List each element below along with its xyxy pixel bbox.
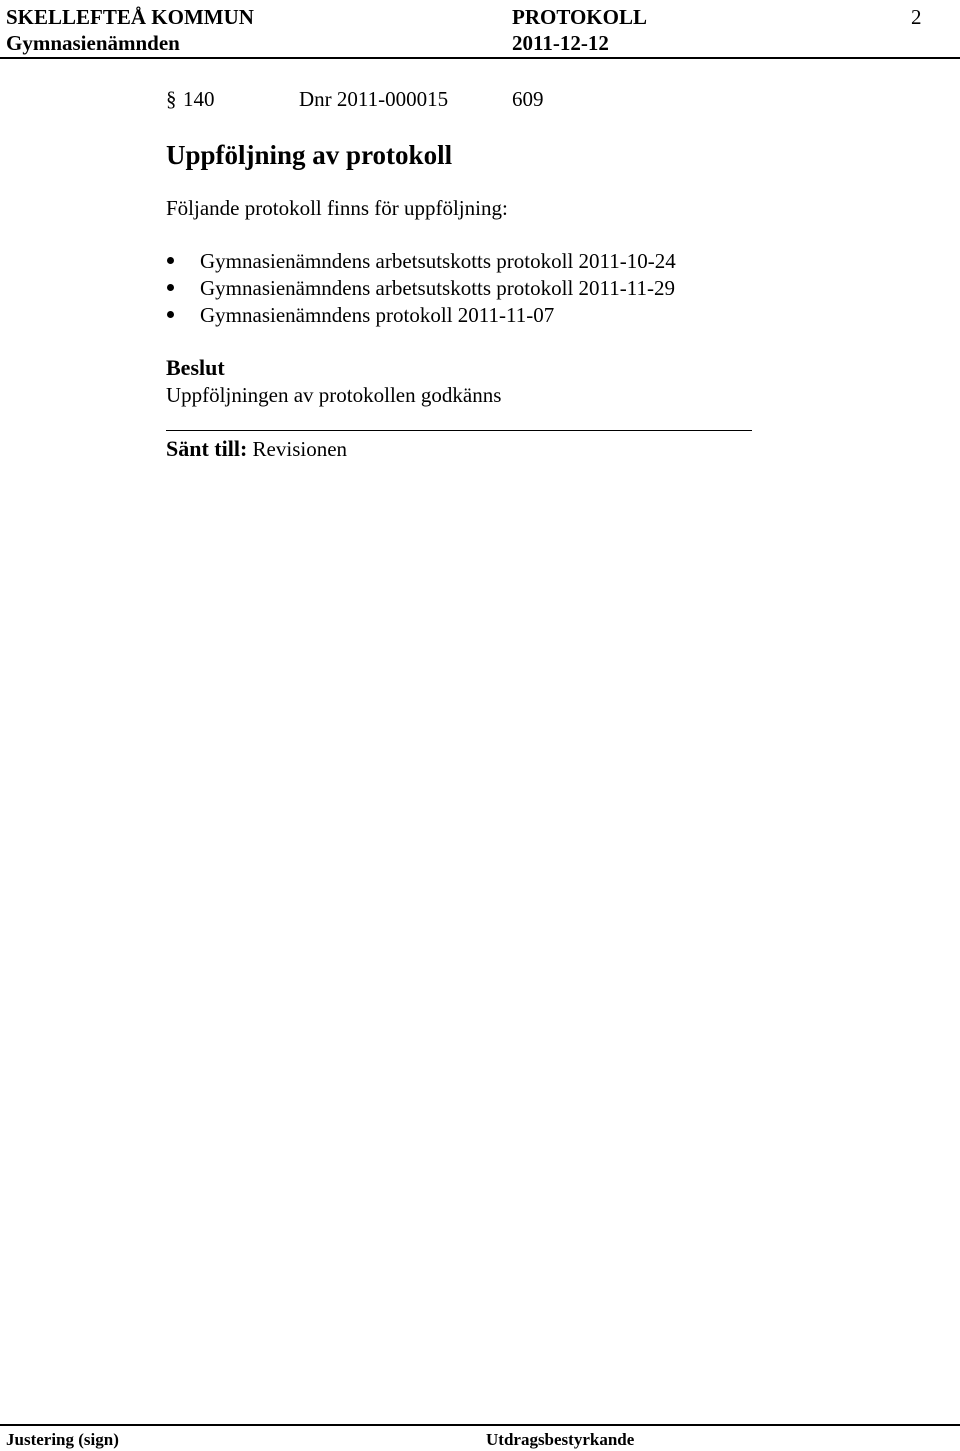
page-number: 2 — [911, 5, 922, 29]
dnr-number: Dnr 2011-000015 — [299, 87, 449, 111]
meeting-date: 2011-12-12 — [512, 31, 609, 55]
header-divider — [0, 57, 960, 59]
case-code: 609 — [512, 87, 544, 111]
bullet-icon — [167, 284, 174, 291]
document-type: PROTOKOLL — [512, 5, 647, 29]
footer-utdragsbestyrkande: Utdragsbestyrkande — [486, 1430, 635, 1449]
committee-name: Gymnasienämnden — [6, 31, 180, 55]
list-item-text: Gymnasienämndens arbetsutskotts protokoll 2011-10-24 — [200, 249, 676, 273]
list-item-text: Gymnasienämndens protokoll 2011-11-07 — [200, 303, 555, 327]
decision-divider — [166, 430, 752, 431]
decision-heading: Beslut — [166, 355, 225, 380]
paragraph-number: 140 — [183, 87, 215, 111]
paragraph-symbol: § — [166, 87, 177, 111]
bullet-icon — [167, 311, 174, 318]
list-item-text: Gymnasienämndens arbetsutskotts protokoll 2011-11-29 — [200, 276, 675, 300]
decision-text: Uppföljningen av protokollen godkänns — [166, 383, 502, 407]
sent-to-line — [166, 436, 347, 462]
section-title: Uppföljning av protokoll — [166, 140, 453, 170]
intro-text: Följande protokoll finns för uppföljning: — [166, 196, 508, 220]
footer-justering: Justering (sign) — [6, 1430, 119, 1449]
sent-to-value: Revisionen — [252, 437, 348, 461]
footer-divider — [0, 1424, 960, 1426]
organization-name: SKELLEFTEÅ KOMMUN — [6, 5, 254, 29]
bullet-icon — [167, 257, 174, 264]
sent-to-label: Sänt till: — [166, 436, 248, 461]
